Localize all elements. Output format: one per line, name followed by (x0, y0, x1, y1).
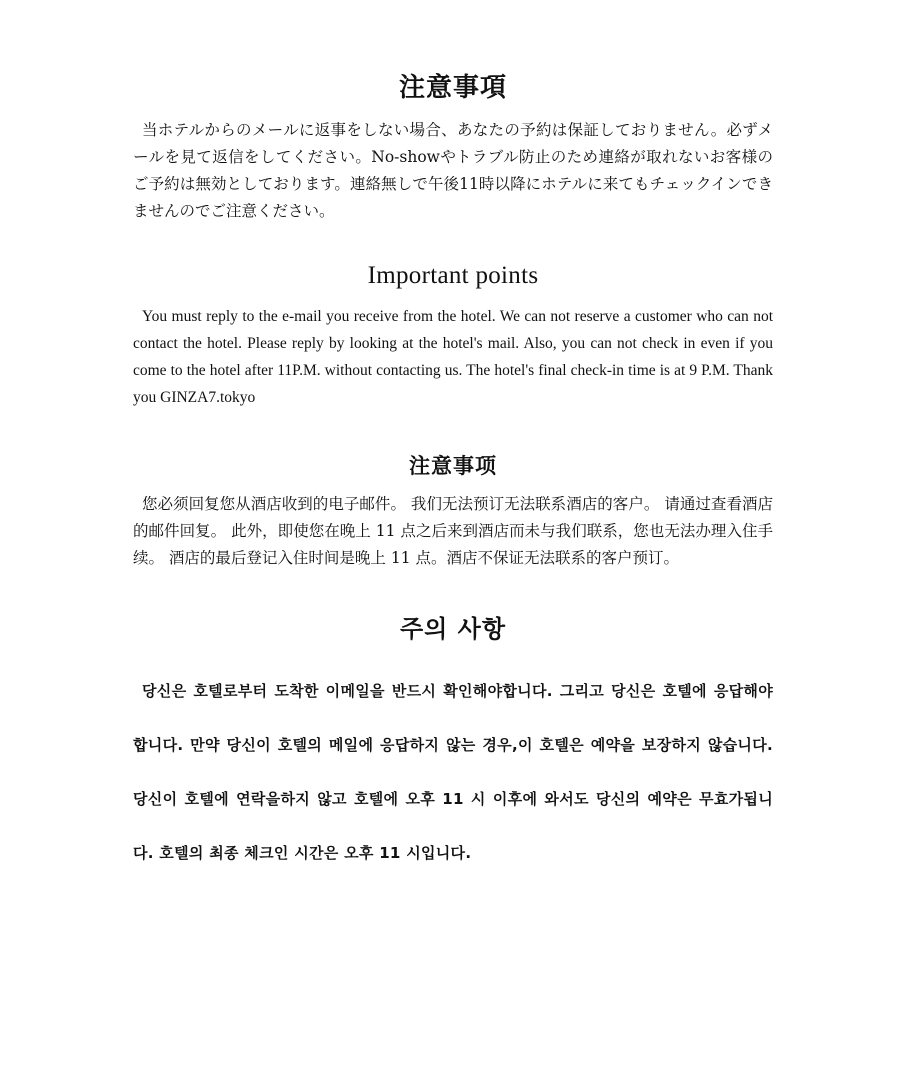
japanese-title: 注意事項 (398, 73, 507, 103)
english-title: Important points (367, 262, 539, 289)
japanese-section (133, 70, 773, 225)
english-section (133, 260, 773, 411)
korean-title: 주의 사항 (399, 615, 507, 643)
chinese-title: 注意事项 (409, 453, 497, 478)
chinese-body: 您必须回复您从酒店收到的电子邮件。 我们无法预订无法联系酒店的客户。 请通过查看酒店的邮件回复。 此外，即使您在晚上 11 点之后来到酒店而未与我们联系，您也无法办理入住手续。 酒店的最后登记入住时间是晚上 11 点。酒店不保证无法联系的客户预订。 (133, 495, 773, 567)
english-body: You must reply to the e-mail you receive from the hotel. We can not reserve a customer who can not contact the hotel. Please reply by looking at the hotel's mail. Also, you can not check in even if you come to the hotel after 11P.M. without contacting us. The hotel's final check-in time is at 9 P.M. Thank you GINZA7.tokyo (133, 308, 773, 406)
korean-body: 당신은 호텔로부터 도착한 이메일을 반드시 확인해야합니다. 그리고 당신은 호텔에 응답해야합니다. 만약 당신이 호텔의 메일에 응답하지 않는 경우,이 호텔은 예약을 보장하지 않습니다. 당신이 호텔에 연락을하지 않고 호텔에 오후 11 시 이후에 와서도 당신의 예약은 무효가됩니다. 호텔의 최종 체크인 시간은 오후 11 시입니다. (133, 682, 773, 862)
korean-section (133, 612, 773, 880)
chinese-section (133, 451, 773, 572)
japanese-body: 当ホテルからのメールに返事をしない場合、あなたの予約は保証しておりません。必ずメールを見て返信をしてください。No-showやトラブル防止のため連絡が取れないお客様のご予約は無効としております。連絡無しで午後11時以降にホテルに来てもチェックインできませんのでご注意ください。 (133, 121, 773, 220)
